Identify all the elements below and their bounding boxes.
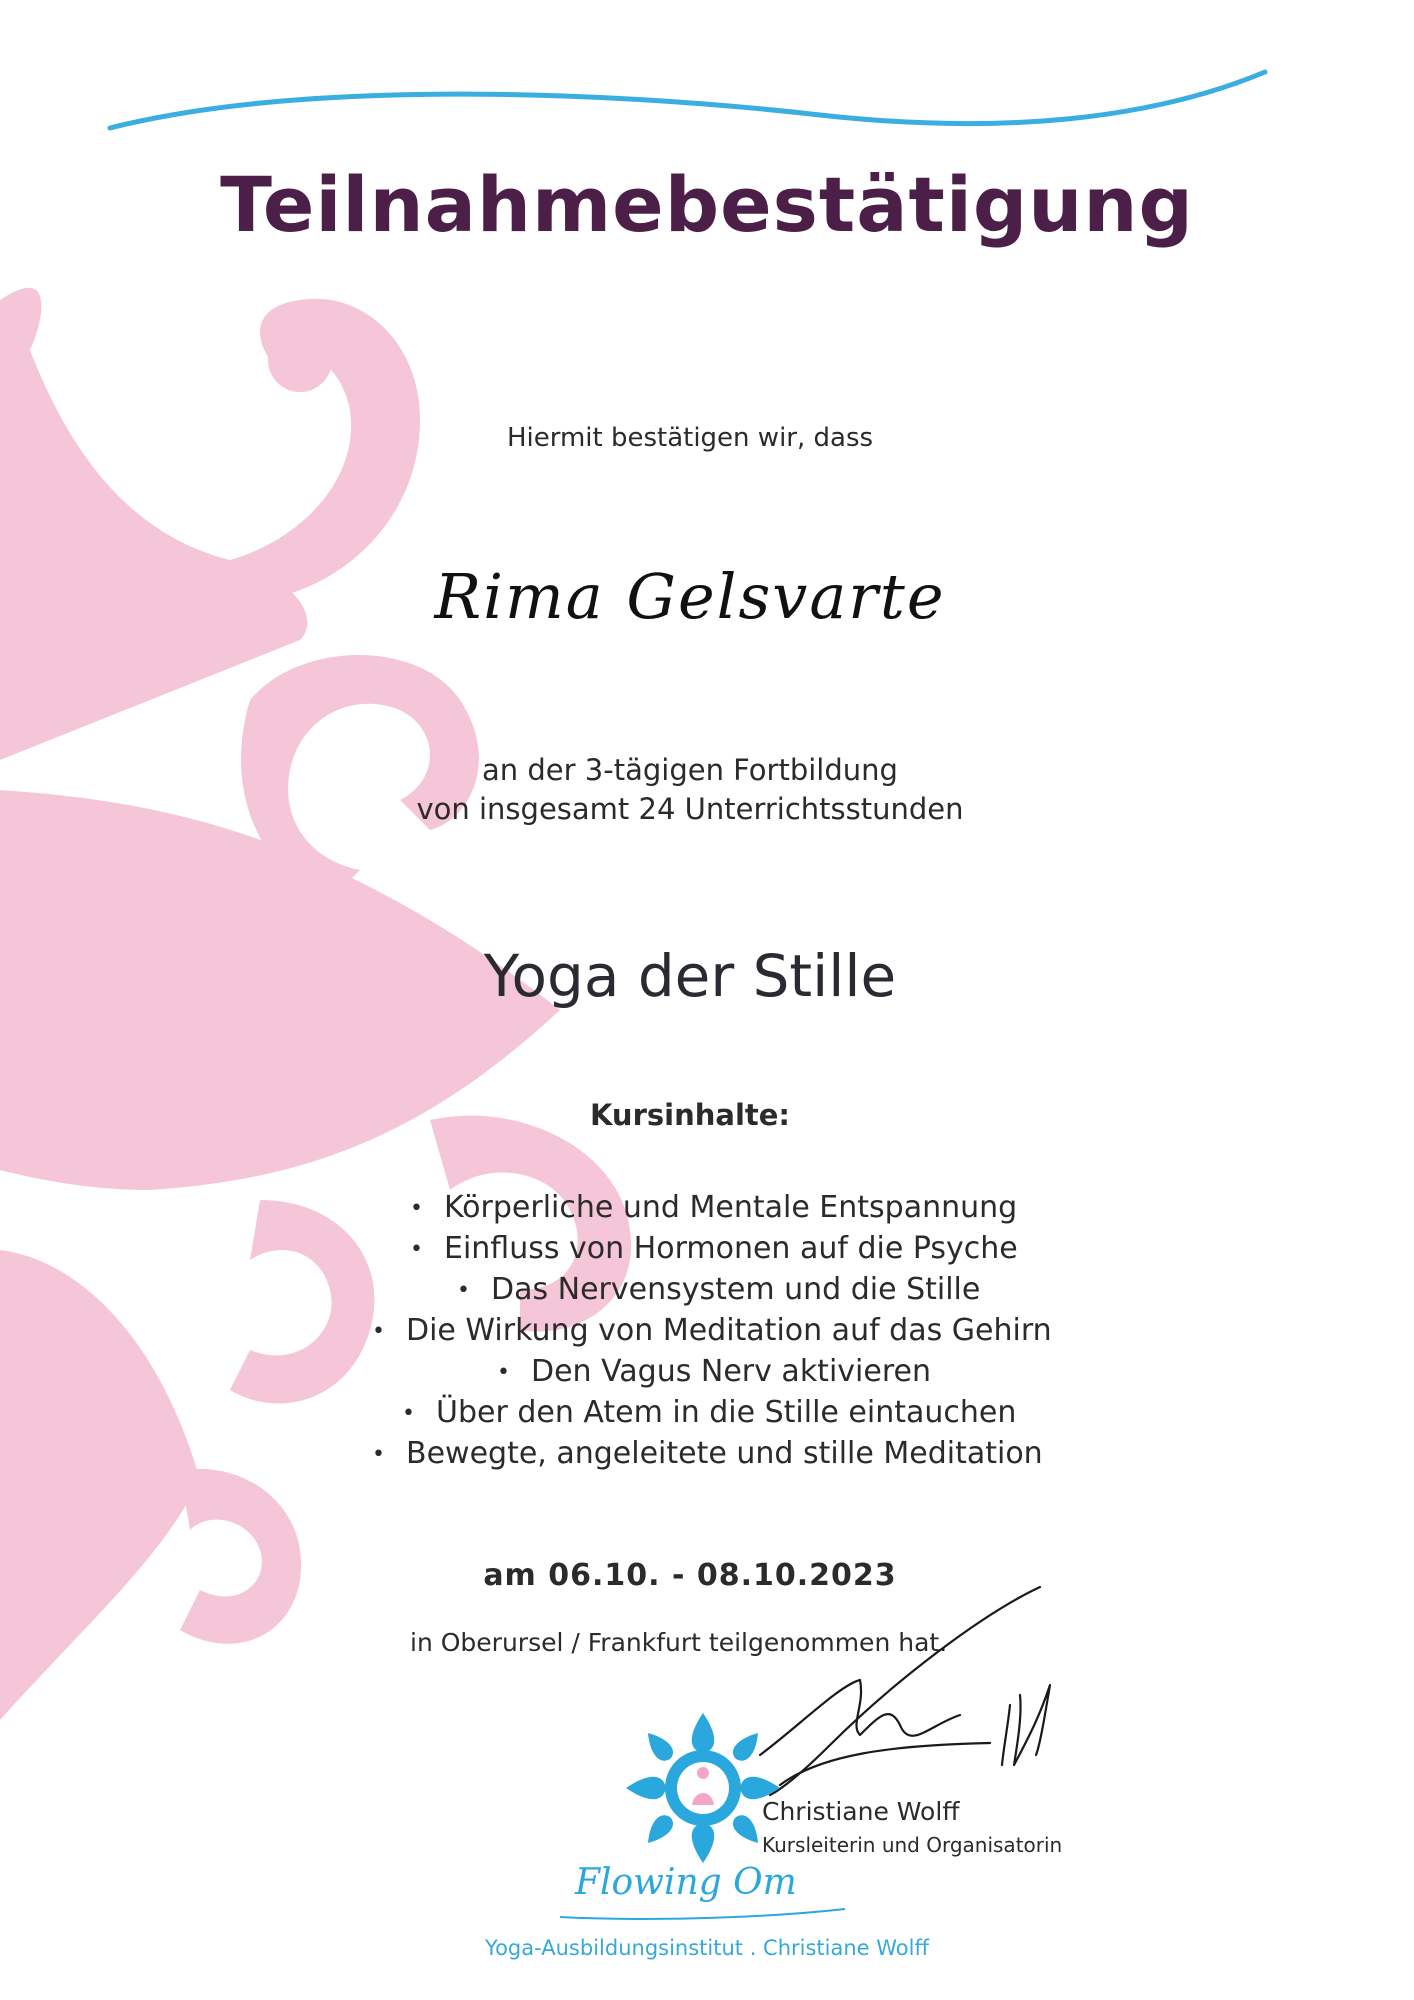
bullet-icon: • — [457, 1278, 470, 1303]
bullet-icon: • — [402, 1401, 415, 1426]
bullet-icon: • — [410, 1196, 423, 1221]
list-item — [410, 1231, 1018, 1266]
list-item-text: Die Wirkung von Meditation auf das Gehirn — [406, 1313, 1052, 1348]
handwritten-signature — [740, 1575, 1100, 1805]
bullet-icon: • — [497, 1360, 510, 1385]
bullet-icon: • — [410, 1237, 423, 1262]
list-item-text: Über den Atem in die Stille eintauchen — [436, 1395, 1017, 1430]
intro-text: Hiermit bestätigen wir, dass — [506, 423, 874, 453]
list-item-text: Einfluss von Hormonen auf die Psyche — [444, 1231, 1018, 1266]
signer-name: Christiane Wolff — [762, 1797, 960, 1826]
logo-underline — [555, 1905, 855, 1925]
contents-heading: Kursinhalte: — [589, 1098, 791, 1132]
institute-footer: Yoga-Ausbildungsinstitut . Christiane Wolff — [485, 1936, 929, 1960]
flowing-om-logo-text: Flowing Om — [575, 1862, 797, 1903]
list-item — [457, 1272, 980, 1307]
list-item-text: Körperliche und Mentale Entspannung — [444, 1190, 1018, 1225]
course-place: in Oberursel / Frankfurt teilgenommen hat. — [410, 1628, 948, 1657]
list-item-text: Den Vagus Nerv aktivieren — [531, 1354, 931, 1389]
flowing-om-logo-icon — [618, 1705, 788, 1870]
list-item — [372, 1313, 1052, 1348]
bullet-icon: • — [372, 1319, 385, 1344]
list-item — [372, 1436, 1043, 1471]
certificate-title: Teilnahmebestätigung — [220, 160, 1194, 249]
list-item-text: Das Nervensystem und die Stille — [491, 1272, 981, 1307]
signer-role: Kursleiterin und Organisatorin — [762, 1833, 1063, 1857]
course-date: am 06.10. - 08.10.2023 — [483, 1558, 897, 1593]
list-item-text: Bewegte, angeleitete und stille Meditation — [406, 1436, 1043, 1471]
course-description-line2: von insgesamt 24 Unterrichtsstunden — [416, 792, 964, 826]
pink-flower-decoration — [0, 0, 700, 1800]
bullet-icon: • — [372, 1442, 385, 1467]
course-description-line1: an der 3-tägigen Fortbildung — [482, 753, 898, 787]
participant-name: Rima Gelsvarte — [434, 560, 946, 633]
course-title: Yoga der Stille — [483, 942, 897, 1010]
list-item — [410, 1190, 1017, 1225]
list-item — [497, 1354, 931, 1389]
list-item — [402, 1395, 1016, 1430]
